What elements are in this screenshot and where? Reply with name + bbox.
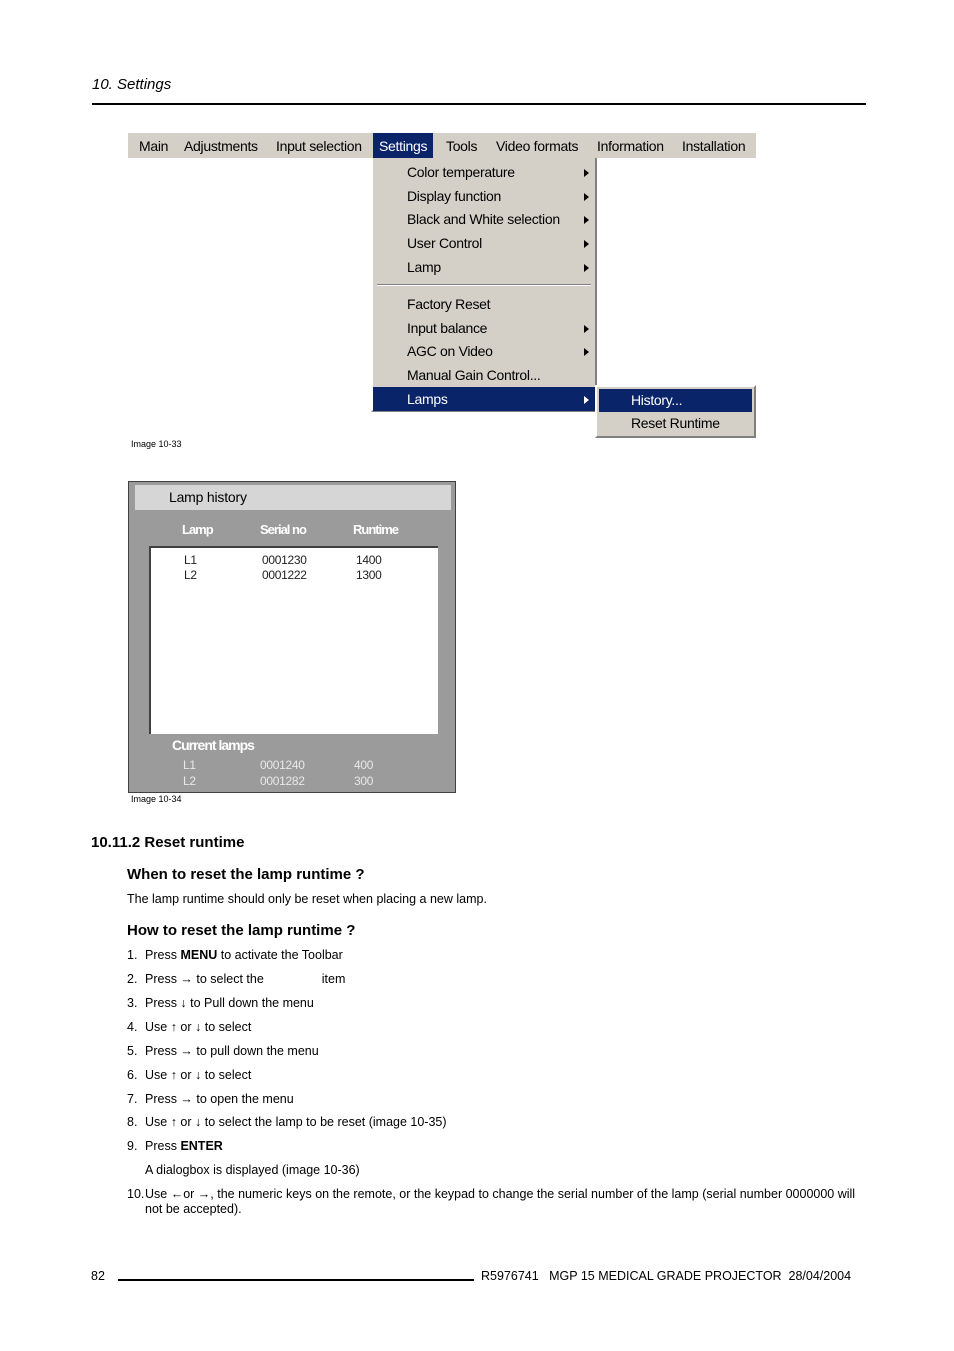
submenu-arrow-icon (584, 325, 589, 333)
menu-item-agc-on-video[interactable] (373, 339, 595, 363)
menu-input-selection[interactable]: Input selection (276, 138, 362, 154)
current-runtime: 300 (354, 774, 374, 788)
step-6: Use ↑ or ↓ to select (145, 1068, 252, 1082)
history-runtime: 1300 (356, 568, 382, 582)
step-number: 6. (127, 1068, 138, 1082)
menu-item-label: AGC on Video (407, 343, 493, 359)
step-number: 8. (127, 1115, 138, 1129)
settings-dropdown (371, 158, 597, 412)
submenu-arrow-icon (584, 240, 589, 248)
step-10: Use ←or →, the numeric keys on the remote, or the keypad to change the serial number of the lamp (serial number 0000000 will (145, 1187, 856, 1201)
step-9-note: A dialogbox is displayed (image 10-36) (145, 1163, 360, 1177)
page-number: 82 (91, 1269, 105, 1283)
menu-item-reset-runtime[interactable] (599, 412, 752, 435)
menu-item-manual-gain-control[interactable] (373, 363, 595, 387)
current-lamp: L2 (183, 774, 196, 788)
history-runtime: 1400 (356, 553, 382, 567)
submenu-arrow-icon (584, 264, 589, 272)
history-lamp: L1 (184, 553, 197, 567)
current-serial: 0001240 (260, 758, 305, 772)
menu-item-label: Lamp (407, 259, 441, 275)
how-title: How to reset the lamp runtime ? (127, 922, 356, 939)
menu-installation[interactable]: Installation (682, 138, 746, 154)
step-9: Press ENTER (145, 1139, 223, 1153)
menu-item-label: Black and White selection (407, 211, 560, 227)
menubar (128, 133, 756, 158)
current-runtime: 400 (354, 758, 374, 772)
column-header-serial: Serial no (260, 522, 306, 537)
menu-main[interactable]: Main (139, 138, 169, 154)
history-serial: 0001222 (262, 568, 307, 582)
lamp-history-titlebar (135, 485, 451, 510)
menu-separator (377, 284, 591, 286)
menu-item-label: Lamps (407, 391, 448, 407)
current-lamp: L1 (183, 758, 196, 772)
step-number: 9. (127, 1139, 138, 1153)
current-serial: 0001282 (260, 774, 305, 788)
menu-item-lamp[interactable] (373, 255, 595, 279)
menu-item-label: User Control (407, 235, 482, 251)
step-number: 10. (127, 1187, 145, 1201)
menu-item-label: Reset Runtime (631, 415, 720, 431)
step-10-continued: not be accepted). (145, 1202, 242, 1216)
submenu-arrow-icon (584, 396, 589, 404)
menu-item-factory-reset[interactable] (373, 292, 595, 316)
menu-item-label: Color temperature (407, 164, 515, 180)
footer-doc-info: R5976741 MGP 15 MEDICAL GRADE PROJECTOR 28/04/2004 (481, 1269, 852, 1283)
step-number: 2. (127, 972, 138, 986)
section-title: 10.11.2 Reset runtime (91, 834, 245, 851)
step-number: 7. (127, 1092, 138, 1106)
when-title: When to reset the lamp runtime ? (127, 866, 365, 883)
menu-item-input-balance[interactable] (373, 316, 595, 340)
step-number: 5. (127, 1044, 138, 1058)
menu-item-label: Manual Gain Control... (407, 367, 541, 383)
step-2: Press → to select the item (145, 972, 346, 986)
menu-video-formats[interactable]: Video formats (496, 138, 579, 154)
step-number: 1. (127, 948, 138, 962)
submenu-arrow-icon (584, 193, 589, 201)
step-7: Press → to open the menu (145, 1092, 294, 1106)
menu-item-display-function[interactable] (373, 184, 595, 208)
column-header-runtime: Runtime (353, 522, 398, 537)
step-number: 3. (127, 996, 138, 1010)
lamp-history-title: Lamp history (169, 489, 247, 505)
menu-adjustments[interactable]: Adjustments (184, 138, 258, 154)
header-rule (92, 103, 866, 105)
menu-item-black-white-selection[interactable] (373, 207, 595, 231)
menu-tools[interactable]: Tools (446, 138, 478, 154)
menu-item-label: Display function (407, 188, 502, 204)
history-list (149, 546, 438, 734)
menu-item-user-control[interactable] (373, 231, 595, 255)
column-header-lamp: Lamp (182, 522, 213, 537)
menu-information[interactable]: Information (597, 138, 664, 154)
step-4: Use ↑ or ↓ to select (145, 1020, 252, 1034)
step-5: Press → to pull down the menu (145, 1044, 319, 1058)
submenu-arrow-icon (584, 348, 589, 356)
current-lamps-label: Current lamps (172, 737, 254, 753)
lamp-history-window (128, 481, 456, 793)
menu-item-lamps[interactable] (373, 387, 595, 411)
lamps-submenu (595, 385, 756, 438)
step-number: 4. (127, 1020, 138, 1034)
menu-settings[interactable]: Settings (373, 133, 433, 158)
submenu-arrow-icon (584, 216, 589, 224)
image-caption: Image 10-34 (131, 794, 182, 804)
menu-item-history[interactable] (599, 389, 752, 412)
step-3: Press ↓ to Pull down the menu (145, 996, 314, 1010)
step-8: Use ↑ or ↓ to select the lamp to be reset (image 10-35) (145, 1115, 447, 1129)
history-serial: 0001230 (262, 553, 307, 567)
chapter-heading: 10. Settings (92, 76, 172, 93)
menu-item-label: Factory Reset (407, 296, 491, 312)
step-1: Press MENU to activate the Toolbar (145, 948, 343, 962)
menu-item-color-temperature[interactable] (373, 160, 595, 184)
menu-item-label: History... (631, 392, 683, 408)
footer-rule (118, 1279, 474, 1281)
image-caption: Image 10-33 (131, 439, 182, 449)
history-lamp: L2 (184, 568, 197, 582)
submenu-arrow-icon (584, 169, 589, 177)
menu-item-label: Input balance (407, 320, 488, 336)
when-text: The lamp runtime should only be reset when placing a new lamp. (127, 892, 487, 906)
